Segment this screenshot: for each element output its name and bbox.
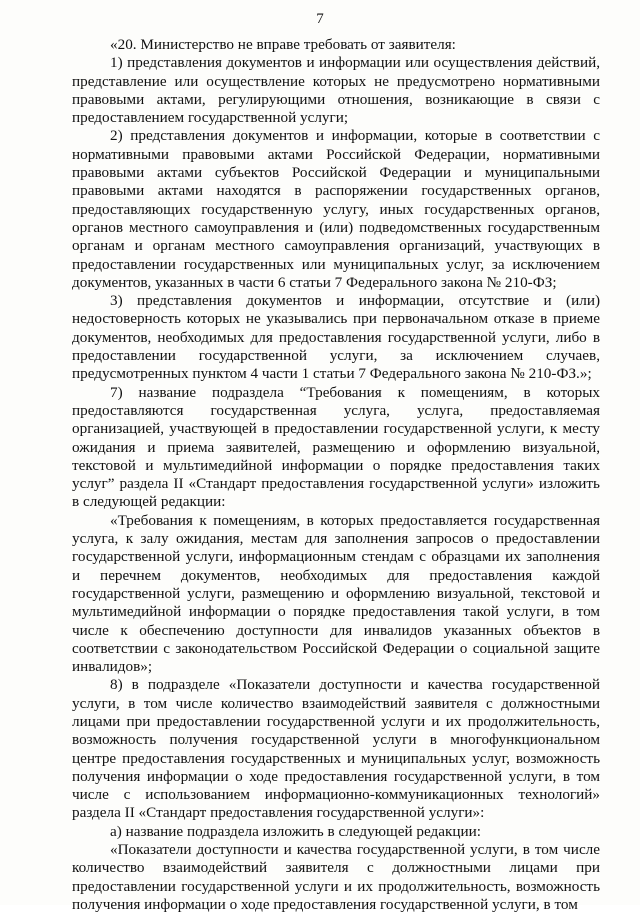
paragraph: 1) представления документов и информации или осуществления действий, представление или осуществление которых не предусмотрено нормативными правовыми актами, регулирующими отношения, возникающие в связи с предоставлением государственной услуги;: [72, 54, 600, 127]
paragraph: «Требования к помещениям, в которых предоставляется государственная услуга, к залу ожидания, местам для заполнения запросов о предоставлении государственной услуги, информационным стендам с образцами их заполнения и перечнем документов, необходимых для предоставления каждой государственной услуги, размещению и оформлению визуальной, текстовой и мультимедийной информации о порядке предоставления такой услуги, в том числе к обеспечению доступности для инвалидов указанных объектов в соответствии с законодательством Российской Федерации о социальной защите инвалидов»;: [72, 511, 600, 676]
paragraph: а) название подраздела изложить в следующей редакции:: [110, 822, 481, 840]
page-number: 7: [316, 11, 324, 27]
paragraph: 3) представления документов и информации, отсутствие и (или) недостоверность которых не указывались при первоначальном отказе в приеме документов, необходимых для предоставления государственной услуги, либо в предоставлении государственной услуги, за исключением случаев, предусмотренных пунктом 4 части 1 статьи 7 Федерального закона № 210-ФЗ.»;: [72, 292, 600, 383]
paragraph: 7) название подраздела “Требования к помещениям, в которых предоставляются государственная услуга, услуга, предоставляемая организацией, участвующей в предоставлении государственной услуги, к месту ожидания и приема заявителей, размещению и оформлению визуальной, текстовой и мультимедийной информации о порядке предоставления таких услуг” раздела II «Стандарт предоставления государственной услуги» изложить в следующей редакции:: [72, 383, 600, 511]
document-body: [72, 36, 600, 914]
paragraph: «20. Министерство не вправе требовать от заявителя:: [110, 36, 456, 53]
paragraph: «Показатели доступности и качества государственной услуги, в том числе количество взаимодействий заявителя с должностными лицами при предоставлении государственной услуги и их продолжительность, возможность получения информации о ходе предоставления государственной услуги, в том: [72, 841, 600, 913]
paragraph: 2) представления документов и информации, которые в соответствии с нормативными правовыми актами Российской Федерации, нормативными правовыми актами субъектов Российской Федерации и муниципальными правовыми актами находятся в распоряжении государственных органов, предоставляющих государственную услугу, иных государственных органов, органов местного самоуправления и (или) подведомственных государственным органам и органам местного самоуправления организаций, участвующих в предоставлении государственных или муниципальных услуг, за исключением документов, указанных в части 6 статьи 7 Федерального закона № 210-ФЗ;: [72, 127, 600, 291]
paragraph: 8) в подразделе «Показатели доступности и качества государственной услуги, в том числе количество взаимодействий заявителя с должностными лицами при предоставлении государственной услуги и их продолжительность, возможность получения государственной услуги в многофункциональном центре предоставления государственных и муниципальных услуг, возможность получения информации о ходе предоставления государственной услуги, в том числе с использованием информационно-коммуникационных технологий» раздела II «Стандарт предоставления государственной услуги»:: [72, 676, 600, 822]
